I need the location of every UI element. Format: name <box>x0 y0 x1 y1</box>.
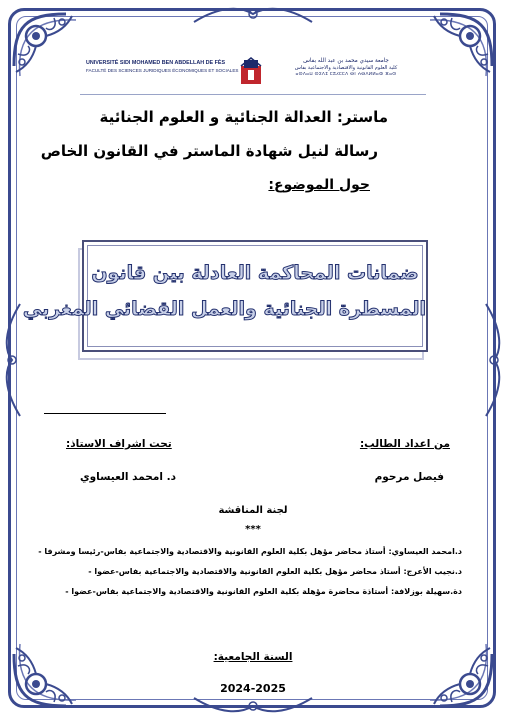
supervisor-name: د. امحمد العيساوي <box>80 471 176 483</box>
corner-ornament-icon <box>6 618 102 714</box>
university-header-french <box>86 60 239 73</box>
committee-stars: *** <box>245 524 261 535</box>
university-name-fr: UNIVERSITÉ SIDI MOHAMED BEN ABDELLAH DE FÈS <box>86 60 226 66</box>
master-program: ماستر: العدالة الجنائية و العلوم الجنائية <box>99 108 388 126</box>
thesis-title-line-2: المسطرة الجنائية والعمل القضائي المغربي <box>22 298 426 320</box>
corner-ornament-icon <box>404 6 500 102</box>
academic-year-value: 2024-2025 <box>220 682 286 695</box>
university-crest-icon <box>236 56 266 88</box>
university-header-arabic <box>276 58 416 77</box>
corner-ornament-icon <box>404 618 500 714</box>
thesis-title-box <box>22 240 428 352</box>
university-name-ar: جامعة سيدي محمد بن عبد الله بفاس <box>303 58 389 64</box>
edge-ornament-icon <box>190 694 316 716</box>
corner-ornament-icon <box>6 6 102 102</box>
divider-line <box>44 413 166 414</box>
committee-member: دة.سهيلة بوزلافة: أستاذة محاضرة مؤهلة بكلية العلوم القانونية والاقتصادية والاجتماعية بفاس-عضوا - <box>65 587 462 596</box>
header-divider <box>80 94 426 95</box>
student-label: من اعداد الطالب: <box>359 438 450 450</box>
subject-label: حول الموضوع: <box>268 177 370 193</box>
committee-label: لجنة المناقشة <box>218 505 288 516</box>
university-name-tifinagh: ⴰⵙⴷⴰⵡ ⵙⵉⴷⵉ ⵎⵓⵃⵎⵎⴷ ⴱⵏ ⵄⴱⴷⵍⵍⴰⵀ ⴼⴰⵙ <box>295 72 397 77</box>
committee-member: د.نجيب الأعرج: أستاذ محاضر مؤهل بكلية العلوم القانونية والاقتصادية والاجتماعية بفاس-عضوا - <box>88 567 462 576</box>
student-name: فيصل مرحوم <box>374 471 444 483</box>
faculty-name-fr: FACULTÉ DES SCIENCES JURIDIQUES ÉCONOMIQUES ET SOCIALES <box>86 68 239 73</box>
academic-year-label: السنة الجامعية: <box>213 651 293 663</box>
committee-member: د.امحمد العيساوي: أستاذ محاضر مؤهل بكلية العلوم القانونية والاقتصادية والاجتماعية بفاس-رئيسا ومشرفا - <box>38 547 462 556</box>
edge-ornament-icon <box>480 300 504 420</box>
supervisor-label: تحت اشراف الاستاذ: <box>66 438 172 450</box>
edge-ornament-icon <box>190 4 316 26</box>
thesis-title-line-1: ضمانات المحاكمة العادلة بين قانون <box>91 262 419 284</box>
faculty-name-ar: كلية العلوم القانونية والاقتصادية والاجتماعية بفاس <box>294 65 398 71</box>
thesis-purpose: رسالة لنيل شهادة الماستر في القانون الخاص <box>40 142 378 160</box>
